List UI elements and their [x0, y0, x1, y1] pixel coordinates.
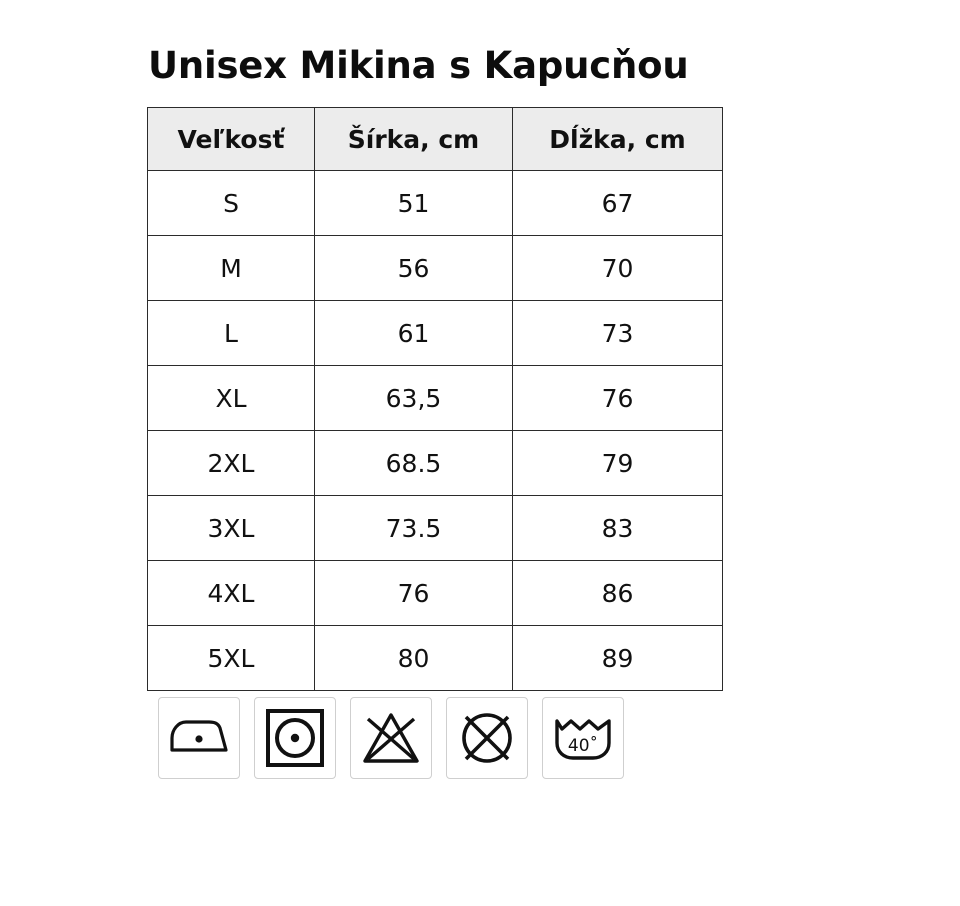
table-row	[148, 301, 723, 366]
cell-length: 83	[513, 496, 723, 561]
cell-size: XL	[148, 366, 315, 431]
table-row	[148, 431, 723, 496]
cell-length: 76	[513, 366, 723, 431]
cell-size: 4XL	[148, 561, 315, 626]
table-row	[148, 366, 723, 431]
column-header-length: Dĺžka, cm	[513, 108, 723, 171]
table-row	[148, 496, 723, 561]
cell-width: 80	[315, 626, 513, 691]
care-instructions	[158, 697, 624, 779]
cell-size: L	[148, 301, 315, 366]
cell-length: 67	[513, 171, 723, 236]
column-header-width: Šírka, cm	[315, 108, 513, 171]
tumble-dry-low-icon	[254, 697, 336, 779]
table-row	[148, 626, 723, 691]
cell-length: 89	[513, 626, 723, 691]
cell-width: 56	[315, 236, 513, 301]
page-title: Unisex Mikina s Kapucňou	[148, 44, 689, 87]
do-not-bleach-icon	[350, 697, 432, 779]
table-row	[148, 171, 723, 236]
wash-40-icon	[542, 697, 624, 779]
svg-text:40˚: 40˚	[567, 736, 599, 756]
cell-width: 68.5	[315, 431, 513, 496]
column-header-size: Veľkosť	[148, 108, 315, 171]
cell-width: 73.5	[315, 496, 513, 561]
table-row	[148, 561, 723, 626]
cell-size: M	[148, 236, 315, 301]
cell-width: 63,5	[315, 366, 513, 431]
table-header-row	[148, 108, 723, 171]
cell-width: 51	[315, 171, 513, 236]
do-not-dry-clean-icon	[446, 697, 528, 779]
size-table	[147, 107, 723, 691]
cell-length: 73	[513, 301, 723, 366]
cell-size: 2XL	[148, 431, 315, 496]
cell-length: 70	[513, 236, 723, 301]
cell-length: 86	[513, 561, 723, 626]
cell-size: S	[148, 171, 315, 236]
cell-size: 5XL	[148, 626, 315, 691]
cell-size: 3XL	[148, 496, 315, 561]
iron-one-dot-icon	[158, 697, 240, 779]
table-row	[148, 236, 723, 301]
cell-width: 61	[315, 301, 513, 366]
cell-width: 76	[315, 561, 513, 626]
cell-length: 79	[513, 431, 723, 496]
